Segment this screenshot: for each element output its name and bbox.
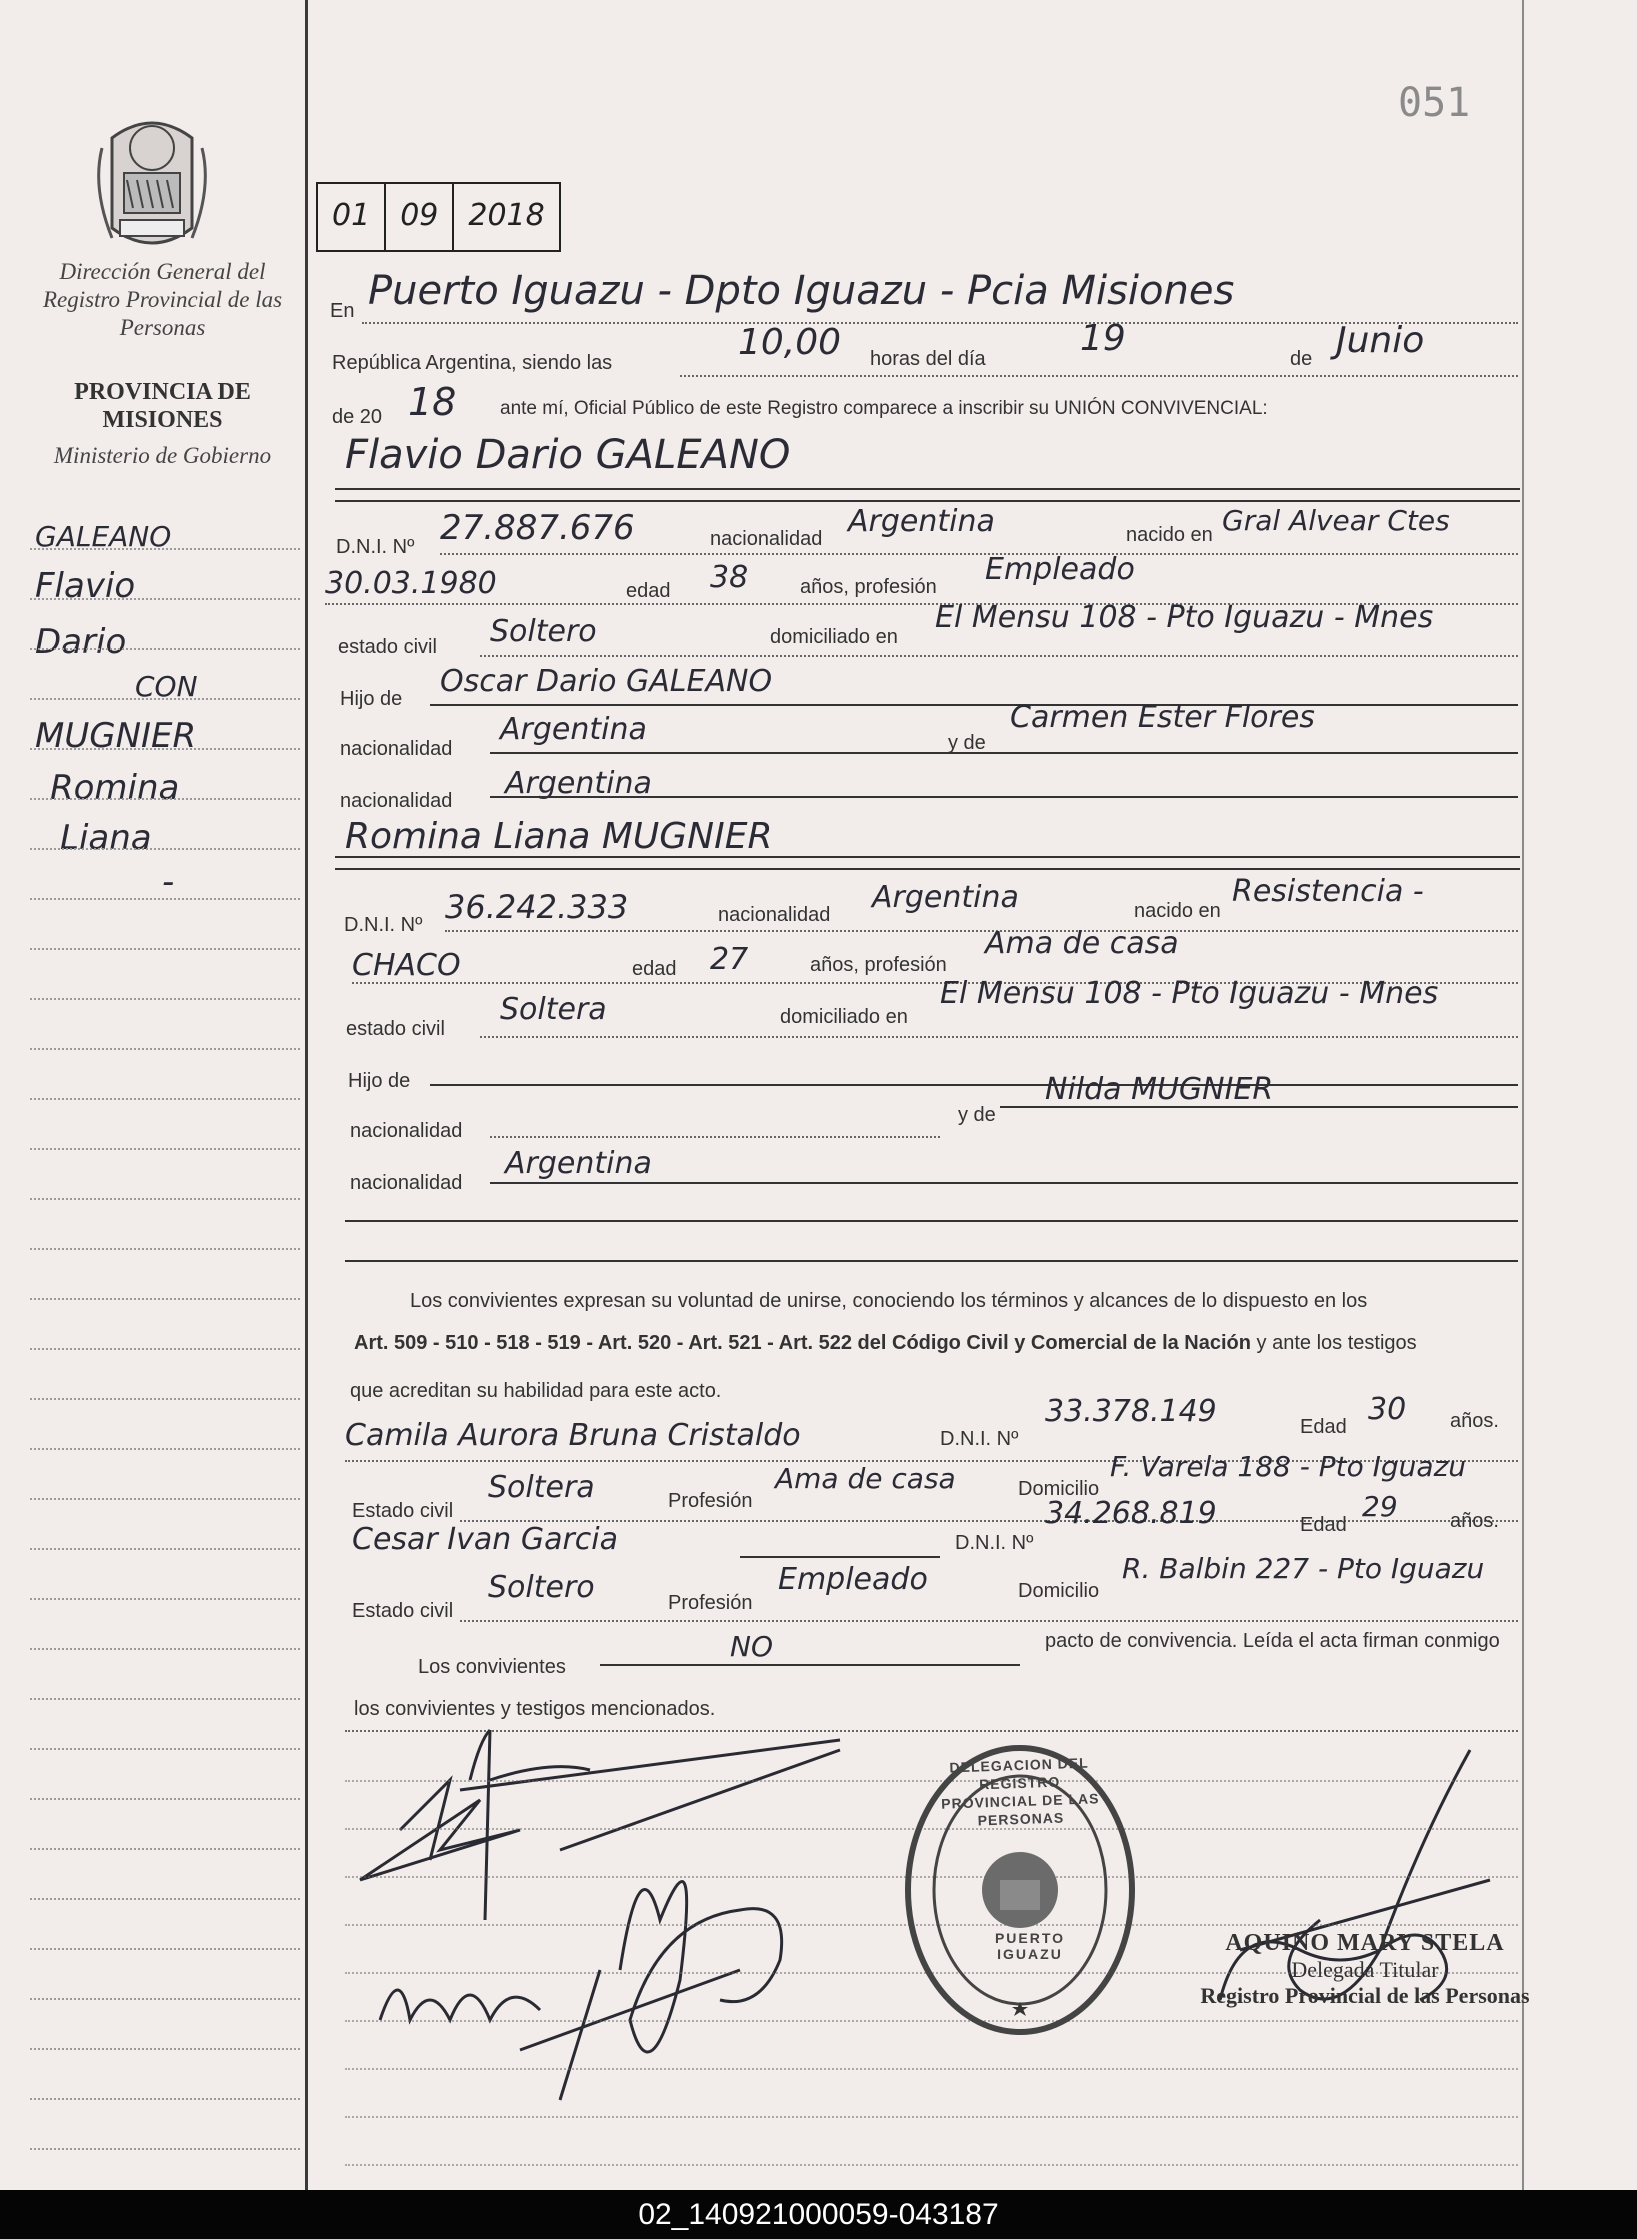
witness-profesion-label: Profesión [668,1490,753,1512]
hour-value: 10,00 [738,322,842,363]
person2-nationality: Argentina [872,880,1019,915]
declaration-articles: Art. 509 - 510 - 518 - 519 - Art. 520 - Art. 521 - Art. 522 del Código Civil y Comercial de la Nación [354,1332,1251,1354]
margin-ruled-line [30,798,300,800]
provincial-crest-icon [92,108,212,258]
margin-ruled-line [30,1948,300,1950]
margin-ruled-line [30,1248,300,1250]
declaration-line-2 [354,1332,1417,1355]
margin-note-line: - [162,862,175,902]
officer-name: AQUINO MARY STELA [1225,1930,1505,1956]
profesion-label-2: años, profesión [810,954,947,976]
margin-ruled-line [30,1848,300,1850]
dni-label-2: D.N.I. Nº [344,914,423,936]
margin-divider [305,0,308,2190]
witness2-profesion-label: Profesión [668,1592,753,1614]
signature-ruled-line [345,2164,1518,2166]
province-name: PROVINCIA DE MISIONES [74,379,251,433]
margin-ruled-line [30,1048,300,1050]
margin-ruled-line [30,1448,300,1450]
witness1-name: Camila Aurora Bruna Cristaldo [345,1418,801,1453]
nacionalidad-label: nacionalidad [710,528,823,550]
witness-anos-label: años. [1450,1410,1499,1432]
margin-ruled-line [30,898,300,900]
witness2-profession: Empleado [778,1562,928,1597]
witness1-civil-status: Soltera [488,1470,595,1505]
dni-label: D.N.I. Nº [336,536,415,558]
nacionalidad-label-2: nacionalidad [718,904,831,926]
margin-ruled-line [30,1798,300,1800]
person1-profession: Empleado [985,552,1135,587]
person2-profession: Ama de casa [985,926,1179,961]
person1-father: Oscar Dario GALEANO [440,664,773,699]
de-label: de [1290,348,1313,370]
person1-dni: 27.887.676 [440,508,635,548]
day-value: 19 [1080,318,1126,359]
month-value: Junio [1336,320,1425,361]
person1-birthplace: Gral Alvear Ctes [1222,504,1450,537]
margin-ruled-line [30,1598,300,1600]
seal-place: PUERTO IGUAZU [994,1930,1066,1962]
margin-ruled-line [30,1648,300,1650]
witness2-name: Cesar Ivan Garcia [352,1522,619,1557]
en-label: En [330,300,355,322]
institution-name: Dirección General del Registro Provincial de las Personas [42,259,283,340]
person2-mother-nationality: Argentina [505,1146,652,1181]
person1-civil-status: Soltero [490,614,597,649]
place-value: Puerto Iguazu - Dpto Iguazu - Pcia Misiones [368,268,1235,314]
person1-address: El Mensu 108 - Pto Iguazu - Mnes [935,600,1434,635]
registration-date [316,182,561,252]
witness2-estado-label: Estado civil [352,1600,454,1622]
edad-label: edad [626,580,671,602]
convivientes-label: Los convivientes [418,1656,566,1678]
person2-name: Romina Liana MUGNIER [345,816,773,857]
margin-ruled-line [30,598,300,600]
declaration-line-3: que acreditan su habilidad para este acto. [350,1380,722,1402]
person2-birthplace-cont: CHACO [352,948,461,983]
page-edge [1522,0,1524,2190]
signature-ruled-line [345,2116,1518,2118]
witness-domicilio-label: Domicilio [1018,1478,1100,1500]
margin-ruled-line [30,648,300,650]
father-nat-label: nacionalidad [340,738,453,760]
margin-note-line: Liana [60,818,152,858]
witness1-address: F. Varela 188 - Pto Iguazu [1110,1450,1467,1483]
margin-note-line: MUGNIER [35,716,197,756]
person2-dni: 36.242.333 [445,888,629,926]
witness2-age: 29 [1362,1490,1398,1523]
margin-ruled-line [30,2048,300,2050]
domicilio-label-2: domiciliado en [780,1006,908,1028]
profesion-label: años, profesión [800,576,937,598]
officer-block [1200,1930,1530,2009]
edad-label-2: edad [632,958,677,980]
witness-dni-label: D.N.I. Nº [940,1428,1019,1450]
statement-text: ante mí, Oficial Público de este Registro comparece a inscribir su UNIÓN CONVIVENCIAL: [500,398,1268,419]
witness2-dni-label: D.N.I. Nº [955,1532,1034,1554]
margin-ruled-line [30,748,300,750]
margin-ruled-line [30,548,300,550]
margin-note-line: Flavio [35,566,136,606]
person2-mother: Nilda MUGNIER [1045,1072,1274,1107]
hijo-label-2: Hijo de [348,1070,411,1092]
margin-ruled-line [30,1498,300,1500]
declaration-line-1: Los convivientes expresan su voluntad de unirse, conociendo los términos y alcances de lo dispuesto en los [410,1290,1368,1312]
margin-ruled-line [30,1698,300,1700]
pact-value: NO [730,1630,773,1663]
witness2-edad-label: Edad [1300,1514,1347,1536]
signature-ruled-line [345,2068,1518,2070]
footer-code: 02_140921000059-043187 [0,2190,1637,2239]
declaration-line-2-tail: y ante los testigos [1256,1332,1417,1354]
father-nat-label-2: nacionalidad [350,1120,463,1142]
witness2-address: R. Balbin 227 - Pto Iguazu [1122,1552,1485,1585]
margin-ruled-line [30,1548,300,1550]
person1-age: 38 [710,560,749,595]
witness1-age: 30 [1368,1392,1407,1427]
date-month: 09 [386,184,454,250]
closing-line-2: los convivientes y testigos mencionados. [354,1698,716,1720]
witness2-dni: 34.268.819 [1045,1496,1217,1531]
person2-address: El Mensu 108 - Pto Iguazu - Mnes [940,976,1439,1011]
domicilio-label: domiciliado en [770,626,898,648]
margin-ruled-line [30,2148,300,2150]
margin-ruled-line [30,1298,300,1300]
witness1-dni: 33.378.149 [1045,1394,1217,1429]
date-year: 2018 [468,198,545,233]
witness1-profession: Ama de casa [775,1462,956,1495]
margin-ruled-line [30,998,300,1000]
year-value: 18 [408,380,457,424]
nacido-label: nacido en [1126,524,1213,546]
witness2-anos-label: años. [1450,1510,1499,1532]
margin-ruled-line [30,1998,300,2000]
witness2-domicilio-label: Domicilio [1018,1580,1100,1602]
margin-note-line: Dario [35,622,127,662]
mother-nat-label: nacionalidad [340,790,453,812]
pact-label: pacto de convivencia. Leída el acta firman conmigo [1045,1630,1500,1652]
republica-label: República Argentina, siendo las [332,352,613,374]
page-number: 051 [1398,80,1471,126]
margin-ruled-line [30,1148,300,1150]
margin-note-line: CON [135,670,198,703]
estado-label: estado civil [338,636,437,658]
ministry-name: Ministerio de Gobierno [53,443,272,468]
date-day: 01 [318,184,386,250]
margin-ruled-line [30,2098,300,2100]
margin-ruled-line [30,848,300,850]
person1-name: Flavio Dario GALEANO [345,432,791,478]
officer-role: Delegada Titular [1291,1957,1439,1982]
margin-ruled-line [30,1398,300,1400]
mother-nat-label-2: nacionalidad [350,1172,463,1194]
hijo-label: Hijo de [340,688,403,710]
margin-ruled-line [30,948,300,950]
officer-office: Registro Provincial de las Personas [1200,1983,1530,2008]
yde-label-2: y de [958,1104,996,1126]
nacido-label-2: nacido en [1134,900,1221,922]
person1-birthdate: 30.03.1980 [325,566,497,601]
de20-label: de 20 [332,406,383,428]
witness-edad-label: Edad [1300,1416,1347,1438]
margin-ruled-line [30,698,300,700]
yde-label: y de [948,732,986,754]
witness2-civil-status: Soltero [488,1570,595,1605]
person1-mother: Carmen Ester Flores [1010,700,1315,735]
witness-estado-label: Estado civil [352,1500,454,1522]
margin-ruled-line [30,1748,300,1750]
person2-civil-status: Soltera [500,992,607,1027]
person1-father-nationality: Argentina [500,712,647,747]
margin-note-line: Romina [50,768,180,808]
person2-age: 27 [710,942,749,977]
seal-text: DELEGACION DEL REGISTRO PROVINCIAL DE LAS PERSONAS [940,1754,1100,1829]
person1-nationality: Argentina [848,504,995,539]
margin-note-line: GALEANO [35,520,172,553]
margin-ruled-line [30,1898,300,1900]
horas-label: horas del día [870,348,986,370]
margin-ruled-line [30,1098,300,1100]
estado-label-2: estado civil [346,1018,445,1040]
person1-mother-nationality: Argentina [505,766,652,801]
margin-ruled-line [30,1348,300,1350]
person2-birthplace: Resistencia - [1232,874,1424,909]
margin-ruled-line [30,1198,300,1200]
